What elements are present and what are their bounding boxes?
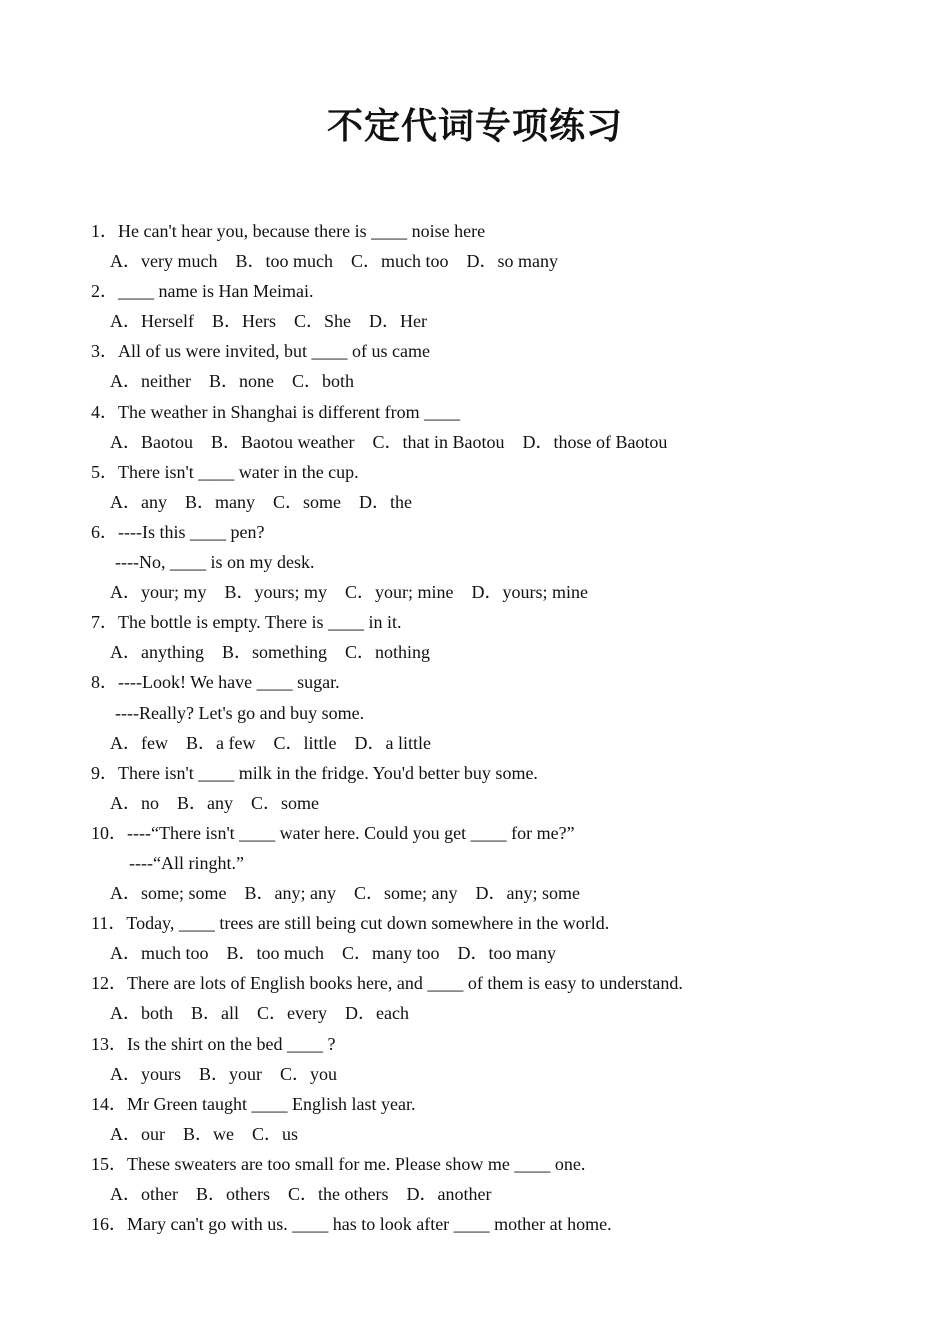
question-line: 3．All of us were invited, but ____ of us came [91,341,430,362]
question-line: 6．----Is this ____ pen? [91,521,265,542]
question-line: 7．The bottle is empty. There is ____ in it. [91,612,402,633]
question-line: 2．____ name is Han Meimai. [91,281,314,302]
dialogue-line: ----“All ringht.” [129,852,244,873]
options-line: A．Baotou B．Baotou weather C．that in Baotou D．those of Baotou [110,431,668,452]
options-line: A．yours B．your C．you [110,1063,338,1084]
question-line: 5．There isn't ____ water in the cup. [91,461,359,482]
options-line: A．your; my B．yours; my C．your; mine D．yours; mine [110,582,588,603]
question-line: 1．He can't hear you, because there is ____ noise here [91,221,486,241]
options-line: A．few B．a few C．little D．a little [110,732,431,753]
options-line: A．any B．many C．some D．the [110,491,412,512]
question-line: 8．----Look! We have ____ sugar. [91,672,340,693]
question-line: 14．Mr Green taught ____ English last year. [91,1093,416,1114]
exercise-list [91,216,871,1239]
question-line: 15．These sweaters are too small for me. Please show me ____ one. [91,1153,586,1174]
options-line: A．our B．we C．us [110,1123,298,1144]
options-line: A．Herself B．Hers C．She D．Her [110,311,427,332]
options-line: A．some; some B．any; any C．some; any D．any; some [110,883,580,904]
options-line: A．much too B．too much C．many too D．too many [110,943,556,964]
options-line: A．both B．all C．every D．each [110,1003,409,1024]
page-title: 不定代词专项练习 [326,106,623,147]
question-line: 11．Today, ____ trees are still being cut down somewhere in the world. [91,913,610,934]
question-line: 4．The weather in Shanghai is different from ____ [91,401,461,422]
question-line: 10．----“There isn't ____ water here. Could you get ____ for me?” [91,822,575,843]
options-line: A．neither B．none C．both [110,371,354,392]
options-line: A．very much B．too much C．much too D．so many [110,251,558,272]
question-line: 16．Mary can't go with us. ____ has to look after ____ mother at home. [91,1214,612,1235]
options-line: A．anything B．something C．nothing [110,642,431,663]
question-line: 13．Is the shirt on the bed ____ ? [91,1033,336,1054]
dialogue-line: ----Really? Let's go and buy some. [115,702,365,723]
dialogue-line: ----No, ____ is on my desk. [115,552,315,573]
options-line: A．other B．others C．the others D．another [110,1184,492,1204]
question-line: 12．There are lots of English books here, and ____ of them is easy to understand. [91,973,683,994]
options-line: A．no B．any C．some [110,792,319,813]
question-line: 9．There isn't ____ milk in the fridge. You'd better buy some. [91,762,538,783]
